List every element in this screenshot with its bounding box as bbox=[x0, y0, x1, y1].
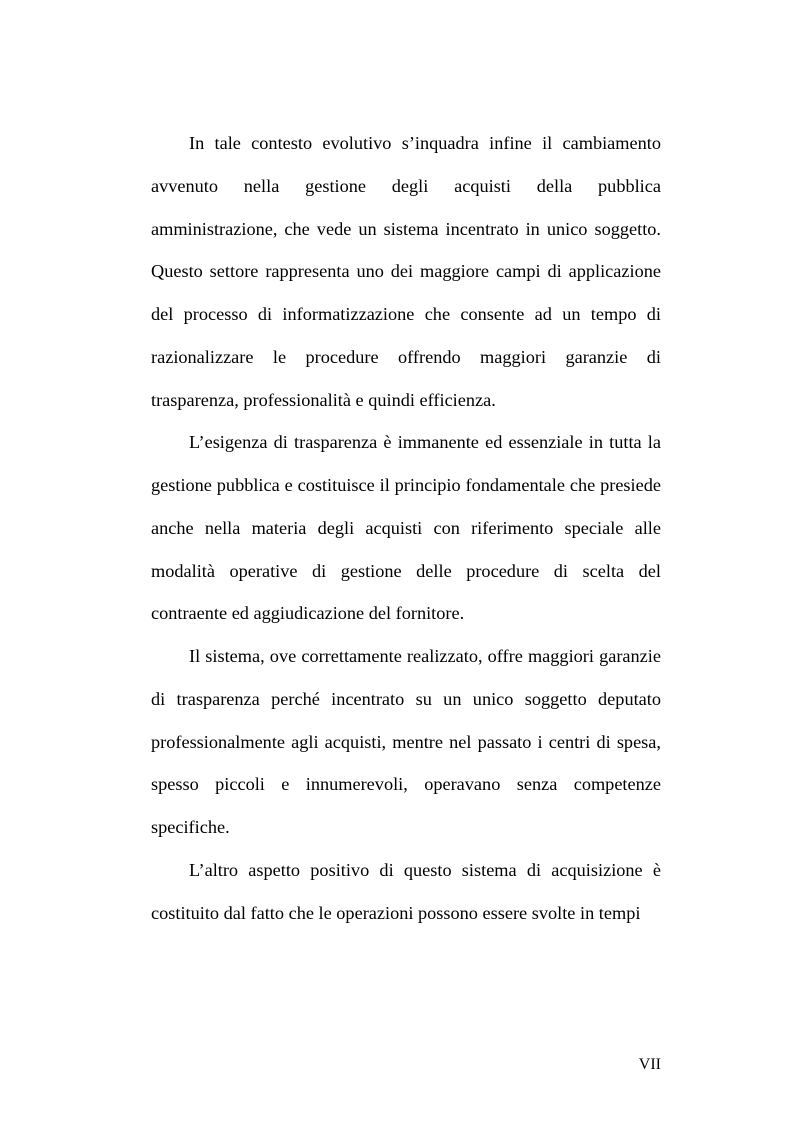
page-number: VII bbox=[638, 1056, 661, 1073]
page-body bbox=[151, 122, 661, 934]
paragraph-1: In tale contesto evolutivo s’inquadra infine il cambiamento avvenuto nella gestione degli acquisti della pubblica amministrazione, che vede un sistema incentrato in unico soggetto. Questo settore rappresenta uno dei maggiore campi di applicazione del processo di informatizzazione che consente ad un tempo di razionalizzare le procedure offrendo maggiori garanzie di trasparenza, professionalità e quindi efficienza. bbox=[151, 133, 661, 410]
paragraph-2: L’esigenza di trasparenza è immanente ed essenziale in tutta la gestione pubblica e costituisce il principio fondamentale che presiede anche nella materia degli acquisti con riferimento speciale alle modalità operative di gestione delle procedure di scelta del contraente ed aggiudicazione del fornitore. bbox=[151, 432, 661, 624]
paragraph-4: L’altro aspetto positivo di questo sistema di acquisizione è costituito dal fatto che le operazioni possono essere svolte in tempi bbox=[151, 859, 661, 923]
paragraph-3: Il sistema, ove correttamente realizzato, offre maggiori garanzie di trasparenza perché incentrato su un unico soggetto deputato professionalmente agli acquisti, mentre nel passato i centri di spesa, spesso piccoli e innumerevoli, operavano senza competenze specifiche. bbox=[151, 646, 661, 837]
